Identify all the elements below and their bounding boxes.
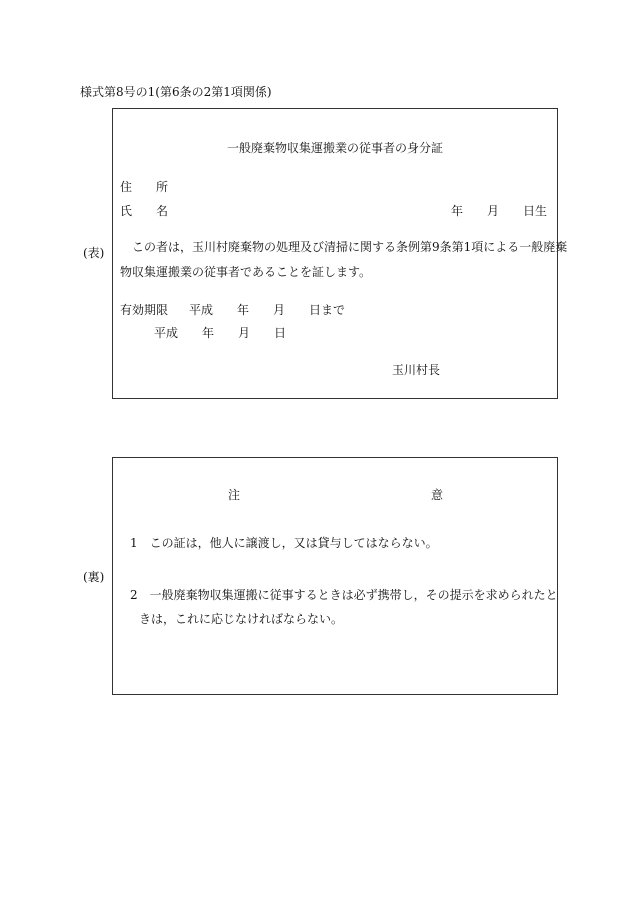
address-label: 住 所	[120, 180, 169, 194]
notice-item-2-line2: きは，これに応じなければならない。	[139, 612, 344, 626]
notice-heading-left: 注	[228, 488, 241, 502]
certification-text-line2: 物収集運搬業の従事者であることを証します。	[120, 265, 372, 279]
issuer: 玉川村長	[392, 363, 441, 377]
notice-item-2-line1: 2 一般廃棄物収集運搬に従事するときは必ず携帯し，その提示を求められたと	[130, 588, 558, 602]
name-label: 氏 名	[120, 204, 169, 218]
notice-heading-right: 意	[431, 488, 444, 502]
validity-label: 有効期限	[120, 303, 169, 317]
birthdate-label: 年 月 日生	[451, 204, 548, 218]
form-number: 様式第8号の1(第6条の2第1項関係)	[80, 85, 272, 99]
notice-item-1: 1 この証は，他人に譲渡し，又は貸与してはならない。	[130, 536, 438, 550]
back-side-label: (裏)	[83, 570, 105, 584]
card-title: 一般廃棄物収集運搬業の従事者の身分証	[226, 141, 443, 155]
issue-date: 平成 年 月 日	[154, 326, 287, 340]
front-card	[112, 108, 568, 399]
validity-until: 平成 年 月 日まで	[189, 303, 346, 317]
back-card	[112, 457, 558, 695]
front-side-label: (表)	[83, 246, 105, 260]
certification-text-line1: この者は，玉川村廃棄物の処理及び清掃に関する条例第9条第1項による一般廃棄	[132, 240, 568, 254]
